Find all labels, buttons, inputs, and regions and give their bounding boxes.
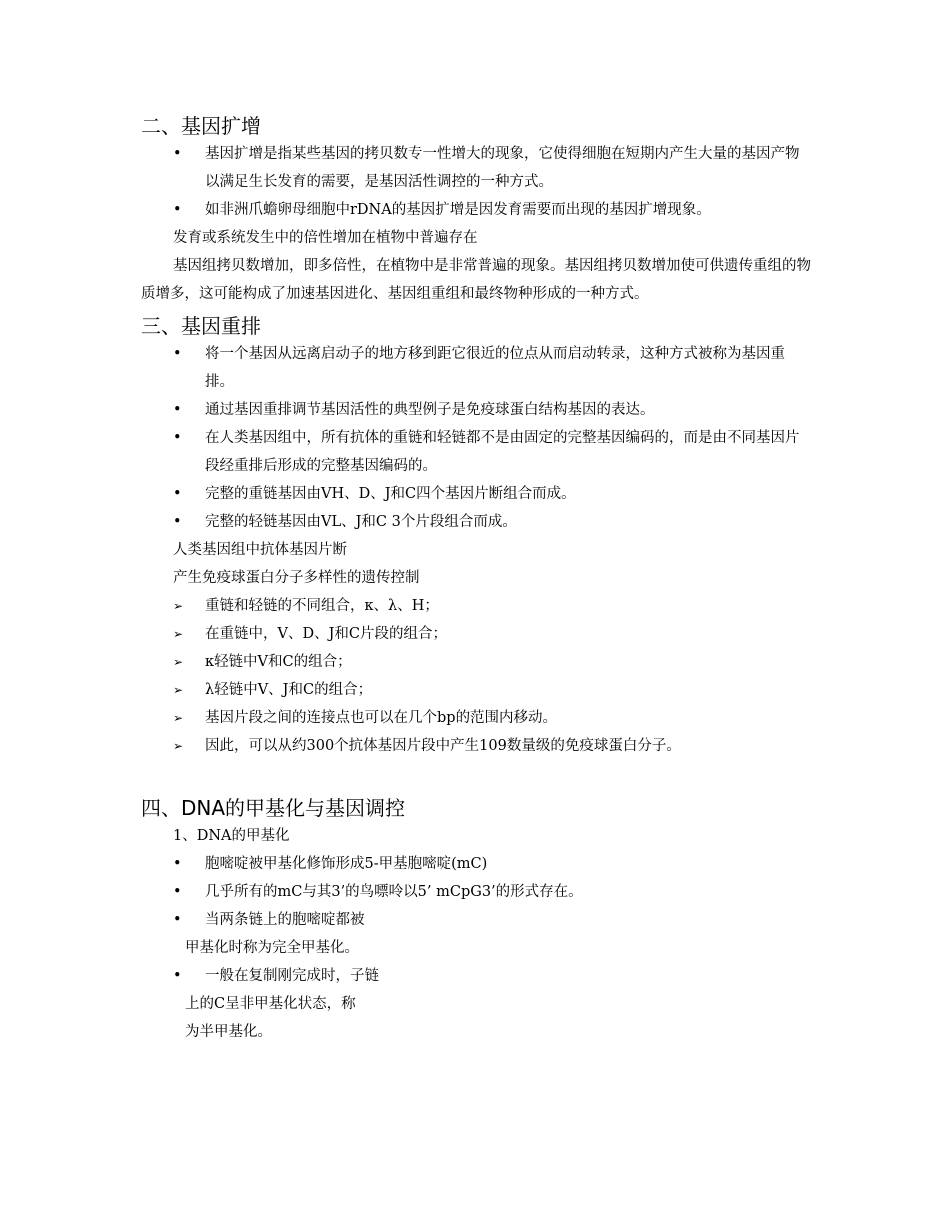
bullet-dot-icon: • xyxy=(173,884,182,900)
continuation-line: 甲基化时称为完全甲基化。 xyxy=(185,940,359,956)
arrow-list-item xyxy=(141,620,811,648)
bullet-list-item xyxy=(141,878,811,906)
paragraph: 基因组拷贝数增加，即多倍性，在植物中是非常普遍的现象。基因组拷贝数增加使可供遗传重组的物质增多，这可能构成了加速基因进化、基因组重组和最终物种形成的一种方式。 xyxy=(141,258,811,302)
list-item-text: λ轻链中V、J和C的组合； xyxy=(205,682,373,698)
list-item-text: 如非洲爪蟾卵母细胞中rDNA的基因扩增是因发育需要而出现的基因扩增现象。 xyxy=(205,202,711,218)
bullet-list-item xyxy=(141,850,811,878)
continuation-line: 上的C呈非甲基化状态，称 xyxy=(185,996,356,1012)
list-item-text: 完整的轻链基因由VL、J和C 3个片段组合而成。 xyxy=(205,514,517,530)
indented-line: 1、DNA的甲基化 xyxy=(173,828,290,844)
bullet-dot-icon: • xyxy=(173,856,182,872)
list-item-text: 通过基因重排调节基因活性的典型例子是免疫球蛋白结构基因的表达。 xyxy=(205,402,655,418)
arrow-bullet-icon: ➢ xyxy=(173,655,184,669)
section-heading: 四、DNA的甲基化与基因调控 xyxy=(141,796,406,820)
arrow-list-item xyxy=(141,704,811,732)
bullet-dot-icon: • xyxy=(173,430,182,446)
list-item-text: 几乎所有的mC与其3’的鸟嘌呤以5’ mCpG3’的形式存在。 xyxy=(205,884,583,900)
list-item-text: 将一个基因从远离启动子的地方移到距它很近的位点从而启动转录，这种方式被称为基因重排。 xyxy=(205,346,785,390)
bullet-list-item xyxy=(141,424,811,480)
list-item-text: 因此，可以从约300个抗体基因片段中产生109数量级的免疫球蛋白分子。 xyxy=(205,738,681,754)
arrow-bullet-icon: ➢ xyxy=(173,627,184,641)
arrow-list-item xyxy=(141,676,811,704)
indented-line: 发育或系统发生中的倍性增加在植物中普遍存在 xyxy=(173,230,478,246)
document-body xyxy=(141,110,811,1046)
indented-line: 产生免疫球蛋白分子多样性的遗传控制 xyxy=(173,570,420,586)
bullet-dot-icon: • xyxy=(173,346,182,362)
bullet-list-item xyxy=(141,962,811,990)
continuation-line: 为半甲基化。 xyxy=(185,1024,272,1040)
arrow-list-item xyxy=(141,592,811,620)
list-item-text: 在人类基因组中，所有抗体的重链和轻链都不是由固定的完整基因编码的，而是由不同基因片段经重排后形成的完整基因编码的。 xyxy=(205,430,800,474)
bullet-list-item xyxy=(141,480,811,508)
list-item-text: 一般在复制刚完成时，子链 xyxy=(205,968,379,984)
arrow-bullet-icon: ➢ xyxy=(173,711,184,725)
list-item-text: 基因片段之间的连接点也可以在几个bp的范围内移动。 xyxy=(205,710,558,726)
bullet-dot-icon: • xyxy=(173,202,182,218)
bullet-dot-icon: • xyxy=(173,486,182,502)
list-item-text: κ轻链中V和C的组合； xyxy=(205,654,352,670)
list-item-text: 重链和轻链的不同组合，κ、λ、H； xyxy=(205,598,439,614)
bullet-list-item xyxy=(141,906,811,934)
list-item-text: 完整的重链基因由VH、D、J和C四个基因片断组合而成。 xyxy=(205,486,576,502)
list-item-text: 胞嘧啶被甲基化修饰形成5-甲基胞嘧啶(mC) xyxy=(205,856,488,872)
arrow-bullet-icon: ➢ xyxy=(173,683,184,697)
bullet-dot-icon: • xyxy=(173,146,182,162)
bullet-dot-icon: • xyxy=(173,968,182,984)
section-heading: 三、基因重排 xyxy=(141,314,261,338)
bullet-list-item xyxy=(141,140,811,196)
bullet-dot-icon: • xyxy=(173,912,182,928)
bullet-dot-icon: • xyxy=(173,514,182,530)
arrow-list-item xyxy=(141,732,811,760)
bullet-dot-icon: • xyxy=(173,402,182,418)
arrow-bullet-icon: ➢ xyxy=(173,599,184,613)
bullet-list-item xyxy=(141,508,811,536)
list-item-text: 基因扩增是指某些基因的拷贝数专一性增大的现象，它使得细胞在短期内产生大量的基因产物以满足生长发育的需要，是基因活性调控的一种方式。 xyxy=(205,146,800,190)
list-item-text: 当两条链上的胞嘧啶都被 xyxy=(205,912,365,928)
bullet-list-item xyxy=(141,396,811,424)
arrow-bullet-icon: ➢ xyxy=(173,739,184,753)
indented-line: 人类基因组中抗体基因片断 xyxy=(173,542,347,558)
bullet-list-item xyxy=(141,196,811,224)
arrow-list-item xyxy=(141,648,811,676)
section-heading: 二、基因扩增 xyxy=(141,114,261,138)
bullet-list-item xyxy=(141,340,811,396)
list-item-text: 在重链中，V、D、J和C片段的组合； xyxy=(205,626,448,642)
